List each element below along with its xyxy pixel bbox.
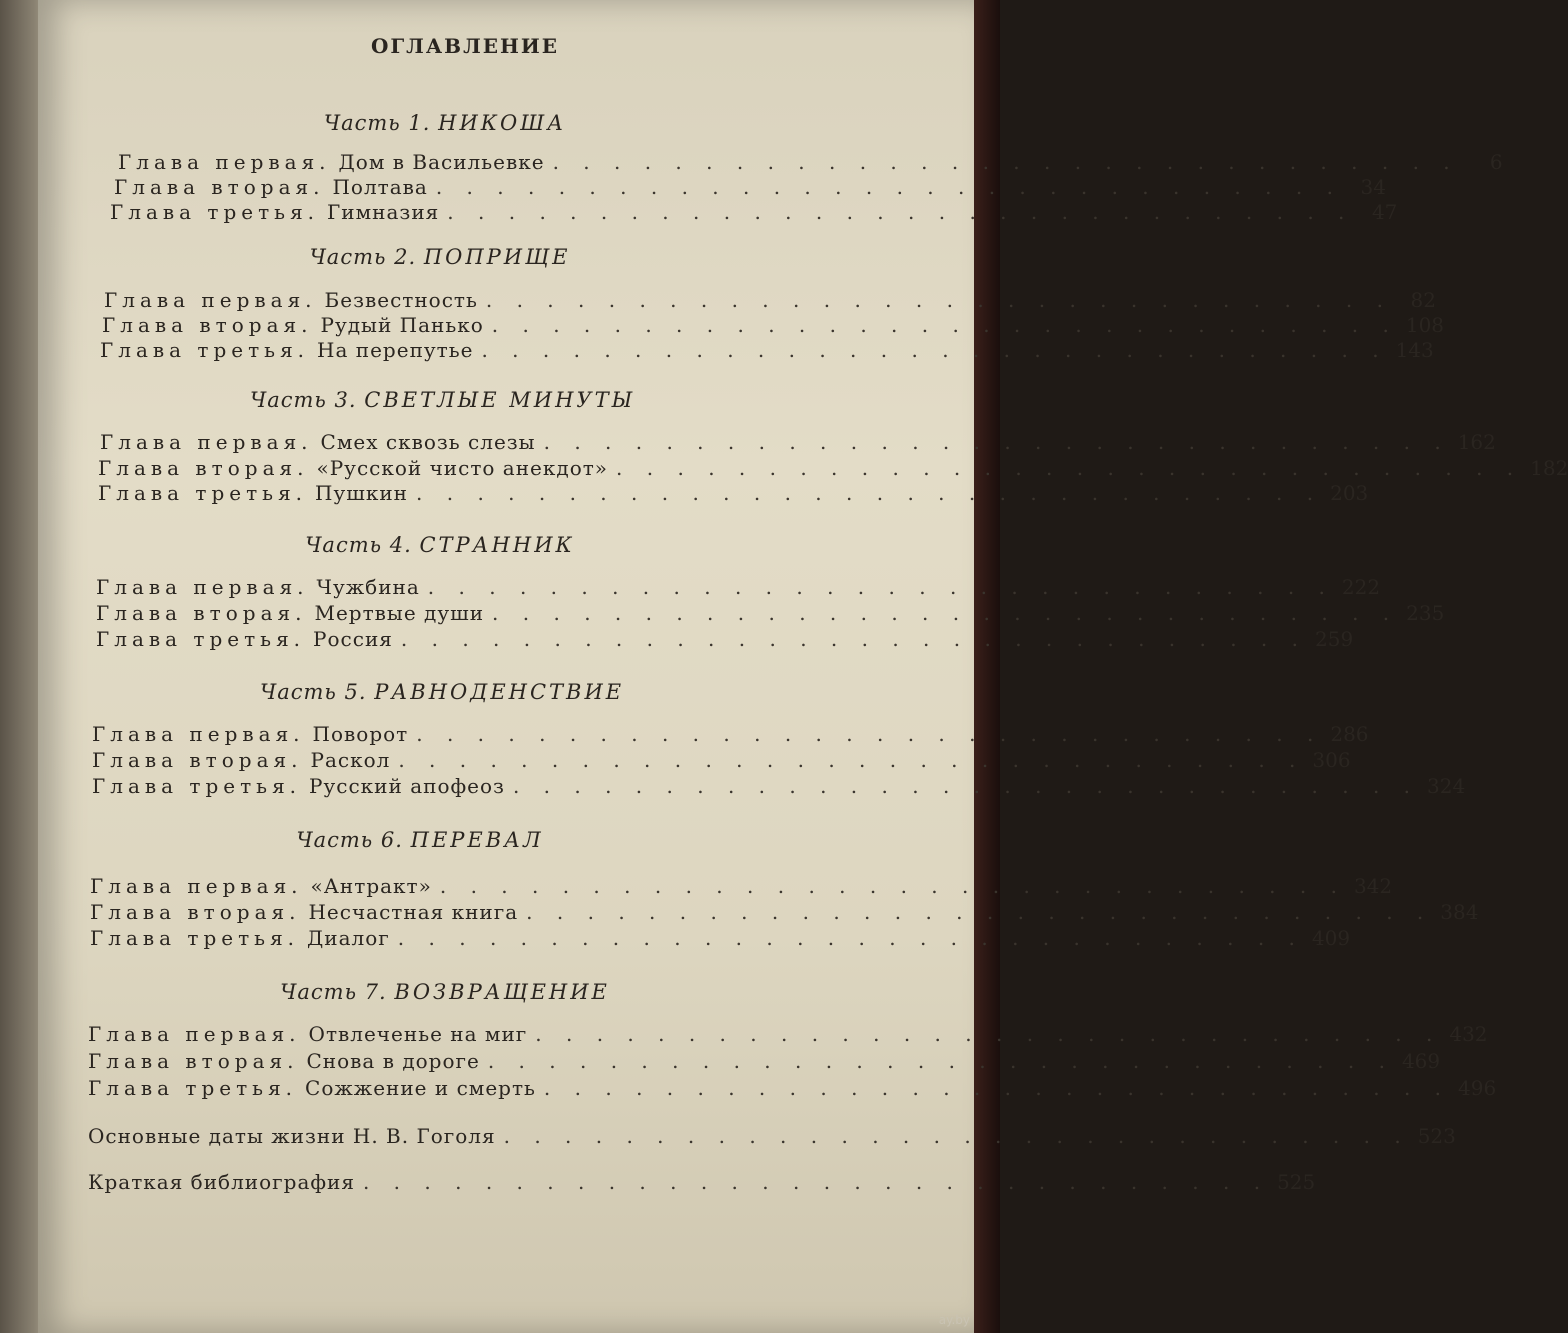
page-number: 108 (1405, 313, 1445, 337)
page-number: 286 (1330, 722, 1369, 746)
dot-leader: . . . . . . . . . . . . . . . . . . . . . . . . . . . . . . (535, 1022, 1442, 1046)
chapter-ordinal: Глава первая. (88, 1022, 301, 1046)
page-number: 409 (1311, 926, 1351, 950)
part-label: Часть 2. (309, 245, 417, 269)
page-number: 469 (1401, 1049, 1441, 1073)
toc-entry[interactable] (90, 900, 1479, 926)
toc-entry[interactable] (96, 627, 1354, 653)
chapter-title: Несчастная книга (308, 900, 519, 924)
toc-entry[interactable] (90, 926, 1351, 952)
toc-entry[interactable] (104, 288, 1436, 314)
toc-entry[interactable] (114, 175, 1386, 201)
page-title: ОГЛАВЛЕНИЕ (370, 34, 560, 58)
page-number: 525 (1277, 1170, 1316, 1194)
page-number: 6 (1489, 150, 1503, 174)
part-name: СТРАННИК (419, 533, 575, 557)
dot-leader: . . . . . . . . . . . . . . . . . . . . . . . . . . . . . . (481, 338, 1388, 362)
page-number: 222 (1341, 575, 1381, 599)
part-name: ПОПРИЩЕ (423, 245, 571, 269)
toc-entry[interactable] (92, 748, 1351, 774)
dot-leader: . . . . . . . . . . . . . . . . . . . . . . . . . . . . . . (416, 722, 1323, 746)
chapter-title: «Русской чисто анекдот» (316, 456, 609, 480)
chapter-title: «Антракт» (310, 874, 432, 898)
chapter-ordinal: Глава первая. (96, 575, 309, 599)
chapter-title: Рудый Панько (320, 313, 484, 337)
chapter-title: Мертвые души (314, 601, 485, 625)
toc-entry[interactable] (100, 430, 1496, 456)
toc-entry[interactable] (100, 338, 1434, 364)
chapter-ordinal: Глава третья. (88, 1076, 298, 1100)
dot-leader: . . . . . . . . . . . . . . . . . . . . . . . . . . . . . . (362, 1170, 1270, 1194)
part-heading-5 (260, 680, 625, 704)
chapter-title: Снова в дороге (306, 1049, 480, 1073)
toc-entry[interactable] (96, 575, 1381, 601)
dot-leader: . . . . . . . . . . . . . . . . . . . . . . . . . . . . . . (492, 601, 1399, 625)
toc-appendix-entry[interactable] (88, 1170, 1316, 1196)
page-number: 496 (1458, 1076, 1497, 1100)
chapter-ordinal: Глава вторая. (96, 601, 307, 625)
chapter-title: Отвлеченье на миг (308, 1022, 528, 1046)
page-number: 259 (1315, 627, 1354, 651)
dot-leader: . . . . . . . . . . . . . . . . . . . . . . . . . . . . . . (526, 900, 1433, 924)
part-name: ВОЗВРАЩЕНИЕ (394, 980, 610, 1004)
chapter-title: Гимназия (327, 200, 440, 224)
toc-entry[interactable] (118, 150, 1503, 176)
part-label: Часть 4. (305, 533, 412, 557)
chapter-ordinal: Глава вторая. (90, 900, 301, 924)
chapter-ordinal: Глава вторая. (88, 1049, 299, 1073)
chapter-ordinal: Глава вторая. (102, 313, 313, 337)
chapter-ordinal: Глава третья. (96, 627, 306, 651)
toc-entry[interactable] (88, 1049, 1441, 1075)
page-number: 324 (1427, 774, 1466, 798)
part-name: РАВНОДЕНСТВИЕ (374, 680, 625, 704)
appendix-title: Основные даты жизни Н. В. Гоголя (88, 1124, 496, 1148)
chapter-ordinal: Глава первая. (90, 874, 303, 898)
chapter-ordinal: Глава первая. (92, 722, 305, 746)
toc-entry[interactable] (96, 601, 1445, 627)
chapter-ordinal: Глава вторая. (98, 456, 309, 480)
chapter-title: Чужбина (316, 575, 420, 599)
dot-leader: . . . . . . . . . . . . . . . . . . . . . . . . . . . . . . (447, 200, 1354, 224)
chapter-ordinal: Глава третья. (90, 926, 300, 950)
toc-entry[interactable] (98, 456, 1568, 482)
dot-leader: . . . . . . . . . . . . . . . . . . . . . . . . . . . . . . (435, 175, 1342, 199)
dot-leader: . . . . . . . . . . . . . . . . . . . . . . . . . . . . . . (491, 313, 1398, 337)
chapter-ordinal: Глава вторая. (92, 748, 303, 772)
dot-leader: . . . . . . . . . . . . . . . . . . . . . . . . . . . . . . (427, 575, 1334, 599)
chapter-ordinal: Глава первая. (104, 288, 317, 312)
watermark: ay.by (938, 1313, 970, 1327)
part-heading-7 (280, 980, 610, 1004)
part-label: Часть 6. (296, 828, 403, 852)
part-label: Часть 1. (323, 111, 431, 135)
toc-entry[interactable] (90, 874, 1393, 900)
chapter-title: Раскол (310, 748, 391, 772)
chapter-title: Диалог (307, 926, 390, 950)
part-label: Часть 5. (260, 680, 367, 704)
dot-leader: . . . . . . . . . . . . . . . . . . . . . . . . . . . . . . (398, 748, 1305, 772)
chapter-ordinal: Глава первая. (100, 430, 313, 454)
dot-leader: . . . . . . . . . . . . . . . . . . . . . . . . . . . . . . (616, 456, 1523, 480)
dot-leader: . . . . . . . . . . . . . . . . . . . . . . . . . . . . . . (485, 288, 1392, 312)
toc-appendix-entry[interactable] (88, 1124, 1456, 1150)
dot-leader: . . . . . . . . . . . . . . . . . . . . . . . . . . . . . . (439, 874, 1346, 898)
chapter-title: Русский апофеоз (309, 774, 505, 798)
toc-entry[interactable] (92, 774, 1466, 800)
chapter-title: На перепутье (317, 338, 474, 362)
dot-leader: . . . . . . . . . . . . . . . . . . . . . . . . . . . . . . (503, 1124, 1410, 1148)
page-number: 306 (1312, 748, 1351, 772)
part-name: ПЕРЕВАЛ (410, 828, 544, 852)
appendix-title: Краткая библиография (88, 1170, 355, 1194)
chapter-ordinal: Глава первая. (118, 150, 331, 174)
toc-entry[interactable] (110, 200, 1398, 226)
part-name: НИКОША (438, 111, 567, 135)
chapter-title: Смех сквозь слезы (320, 430, 536, 454)
chapter-ordinal: Глава третья. (98, 481, 308, 505)
dot-leader: . . . . . . . . . . . . . . . . . . . . . . . . . . . . . . (400, 627, 1307, 651)
part-heading-4 (300, 533, 580, 557)
chapter-ordinal: Глава третья. (110, 200, 320, 224)
part-heading-6 (290, 828, 550, 852)
toc-entry[interactable] (98, 481, 1369, 507)
dot-leader: . . . . . . . . . . . . . . . . . . . . . . . . . . . . . . (416, 481, 1323, 505)
page-number: 143 (1395, 338, 1434, 362)
toc-entry[interactable] (102, 313, 1445, 339)
chapter-title: Пушкин (315, 481, 409, 505)
page-number: 47 (1371, 200, 1398, 224)
toc-entry[interactable] (92, 722, 1369, 748)
chapter-title: Дом в Васильевке (338, 150, 545, 174)
page-number: 523 (1417, 1124, 1456, 1148)
part-heading-1 (280, 111, 610, 135)
page-number: 235 (1406, 601, 1445, 625)
page-number: 384 (1440, 900, 1479, 924)
page-number: 182 (1530, 456, 1568, 480)
chapter-title: Безвестность (324, 288, 478, 312)
toc-entry[interactable] (88, 1076, 1497, 1102)
page-number: 82 (1410, 288, 1436, 312)
part-label: Часть 7. (280, 980, 387, 1004)
chapter-title: Поворот (312, 722, 409, 746)
dot-leader: . . . . . . . . . . . . . . . . . . . . . . . . . . . . . . (512, 774, 1420, 798)
dot-leader: . . . . . . . . . . . . . . . . . . . . . . . . . . . . . . (543, 1076, 1451, 1100)
dot-leader: . . . . . . . . . . . . . . . . . . . . . . . . . . . . . . (397, 926, 1304, 950)
chapter-ordinal: Глава третья. (92, 774, 302, 798)
dot-leader: . . . . . . . . . . . . . . . . . . . . . . . . . . . . . . (543, 430, 1450, 454)
dot-leader: . . . . . . . . . . . . . . . . . . . . . . . . . . . . . . (487, 1049, 1394, 1073)
page-number: 432 (1449, 1022, 1488, 1046)
part-heading-2 (290, 245, 590, 269)
chapter-title: Сожжение и смерть (305, 1076, 536, 1100)
dot-leader: . . . . . . . . . . . . . . . . . . . . . . . . . . . . . . (552, 150, 1459, 174)
part-label: Часть 3. (250, 388, 357, 412)
chapter-title: Россия (313, 627, 393, 651)
part-heading-3 (250, 388, 636, 412)
chapter-title: Полтава (332, 175, 428, 199)
page-number: 34 (1360, 175, 1386, 199)
page-number: 203 (1330, 481, 1369, 505)
page-number: 342 (1353, 874, 1393, 898)
chapter-ordinal: Глава вторая. (114, 175, 325, 199)
page-number: 162 (1457, 430, 1496, 454)
toc-entry[interactable] (88, 1022, 1488, 1048)
part-name: СВЕТЛЫЕ МИНУТЫ (364, 388, 636, 412)
chapter-ordinal: Глава третья. (100, 338, 310, 362)
